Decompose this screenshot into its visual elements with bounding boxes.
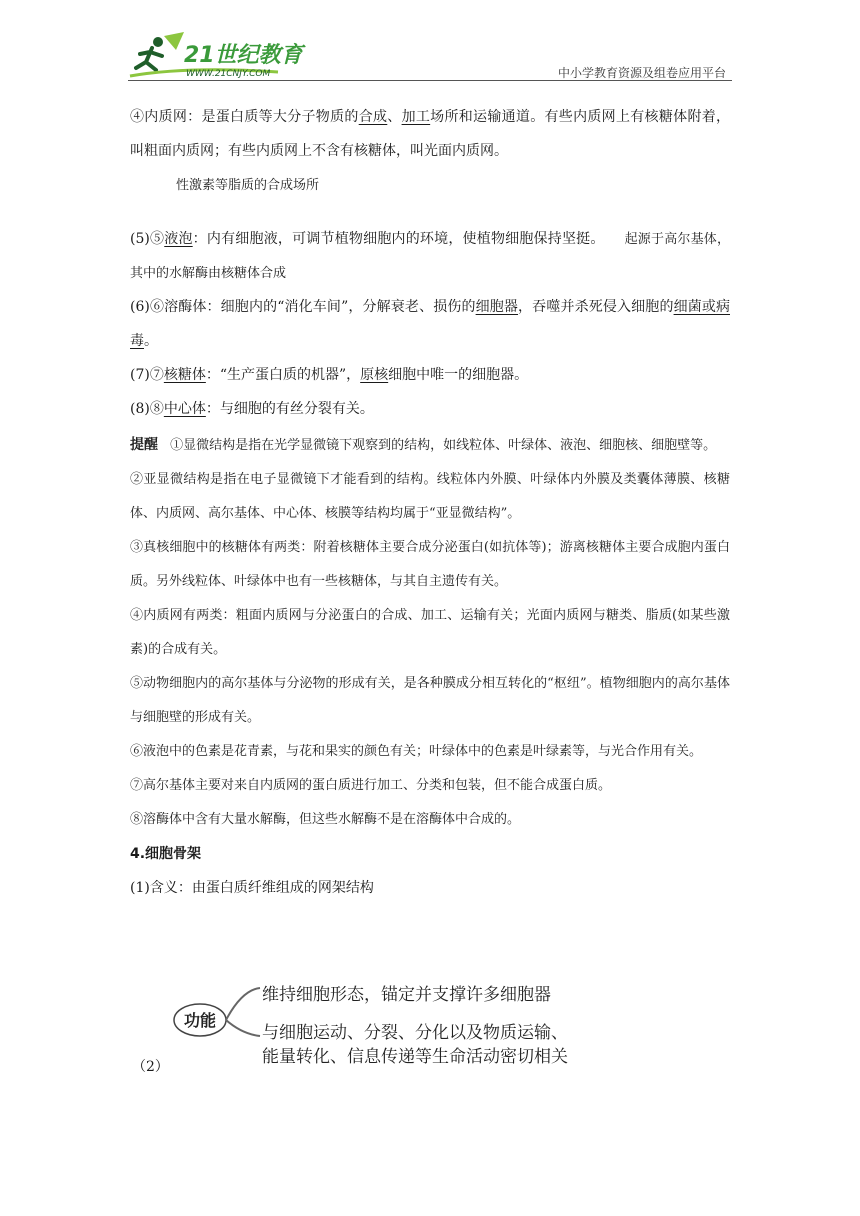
lysosome-end: 。 (144, 333, 158, 349)
er-underline-processing: 加工 (401, 109, 431, 125)
tip-item-6: ⑥液泡中的色素是花青素，与花和果实的颜色有关；叶绿体中的色素是叶绿素等，与光合作用有关。 (130, 744, 703, 759)
section-4-definition: (1)含义：由蛋白质纤维组成的网架结构 (130, 880, 374, 896)
section-4-item-2-number: （2） (132, 1059, 169, 1075)
vacuole-prefix: (5)⑤ (130, 231, 165, 247)
document-body (130, 100, 730, 905)
lysosome-term-organelle: 细胞器 (475, 299, 519, 315)
tip-item-4: ④内质网有两类：粗面内质网与分泌蛋白的合成、加工、运输有关；光面内质网与糖类、脂质(如某些激素)的合成有关。 (130, 608, 730, 657)
section-4-title: 4.细胞骨架 (130, 846, 202, 862)
ribosome-prefix: (7)⑦ (130, 367, 164, 383)
ribosome-text-1: ：“生产蛋白质的机器”， (205, 367, 361, 383)
tip-text-1: ①显微结构是指在光学显微镜下观察到的结构，如线粒体、叶绿体、液泡、细胞核、细胞壁等。 (170, 438, 717, 453)
er-text-1: ④内质网：是蛋白质等大分子物质的 (130, 109, 359, 125)
page-header (128, 28, 732, 82)
vacuole-annotation: 起源于高尔基体，其中的水解酶由核糖体合成 (130, 232, 731, 281)
ribosome-term: 核糖体 (163, 367, 206, 383)
ribosome-paragraph (130, 358, 730, 392)
function-line-2: 与细胞运动、分裂、分化以及物质运输、 (262, 1023, 568, 1043)
er-annotation: 性激素等脂质的合成场所 (176, 178, 320, 193)
logo-sub-text: WWW.21CNJY.COM (186, 69, 271, 79)
brace-lower (226, 1020, 260, 1036)
tip-item-1 (130, 428, 730, 463)
tip-item-3: ③真核细胞中的核糖体有两类：附着核糖体主要合成分泌蛋白(如抗体等)；游离核糖体主要合成胞内蛋白质。另外线粒体、叶绿体中也有一些核糖体，与其自主遗传有关。 (130, 540, 730, 589)
header-platform-text: 中小学教育资源及组卷应用平台 (557, 66, 726, 80)
tip-item-7: ⑦高尔基体主要对来自内质网的蛋白质进行加工、分类和包装，但不能合成蛋白质。 (130, 778, 612, 793)
tip-item-8: ⑧溶酶体中含有大量水解酶，但这些水解酶不是在溶酶体中合成的。 (130, 812, 521, 827)
brace-upper (226, 988, 260, 1020)
er-sep: 、 (387, 109, 402, 125)
er-paragraph (130, 100, 730, 168)
lysosome-paragraph (130, 290, 730, 358)
lysosome-text-2: ，吞噬并杀死侵入细胞的 (518, 299, 674, 315)
header-divider (128, 80, 732, 81)
logo-main-text: 21世纪教育 (184, 43, 303, 68)
ribosome-term-prokaryote: 原核 (360, 367, 389, 383)
tip-item-2: ②亚显微结构是指在电子显微镜下才能看到的结构。线粒体内外膜、叶绿体内外膜及类囊体薄膜、核糖体、内质网、高尔基体、中心体、核膜等结构均属于“亚显微结构”。 (130, 472, 730, 521)
centrosome-term: 中心体 (163, 401, 206, 417)
centrosome-text: ：与细胞的有丝分裂有关。 (205, 401, 374, 417)
lysosome-term-bacteria: 细菌或病毒 (130, 299, 730, 349)
vacuole-text: ：内有细胞液，可调节植物细胞内的环境，使植物细胞保持坚挺。 (192, 231, 605, 247)
centrosome-paragraph (130, 392, 730, 426)
er-text-2: 场所和运输通道。有些内质网上有核糖体附着，叫粗面内质网；有些内质网上不含有核糖体，叫光面内质网。 (130, 109, 731, 159)
function-label: 功能 (183, 1011, 217, 1030)
spacer (130, 204, 730, 222)
tip-item-5: ⑤动物细胞内的高尔基体与分泌物的形成有关，是各种膜成分相互转化的“枢纽”。植物细胞内的高尔基体与细胞壁的形成有关。 (130, 676, 730, 725)
vacuole-term: 液泡 (164, 231, 193, 247)
cytoskeleton-function-diagram (130, 976, 630, 1076)
tips-label: 提醒 (130, 437, 158, 453)
centrosome-prefix: (8)⑧ (130, 401, 164, 417)
logo (128, 32, 328, 80)
vacuole-paragraph (130, 222, 730, 290)
lysosome-text-1: (6)⑥溶酶体：细胞内的“消化车间”，分解衰老、损伤的 (130, 299, 476, 315)
function-line-1: 维持细胞形态，锚定并支撑许多细胞器 (262, 985, 551, 1005)
function-line-3: 能量转化、信息传递等生命活动密切相关 (262, 1047, 568, 1067)
er-underline-synthesis: 合成 (358, 109, 388, 125)
ribosome-text-2: 细胞中唯一的细胞器。 (388, 367, 529, 383)
